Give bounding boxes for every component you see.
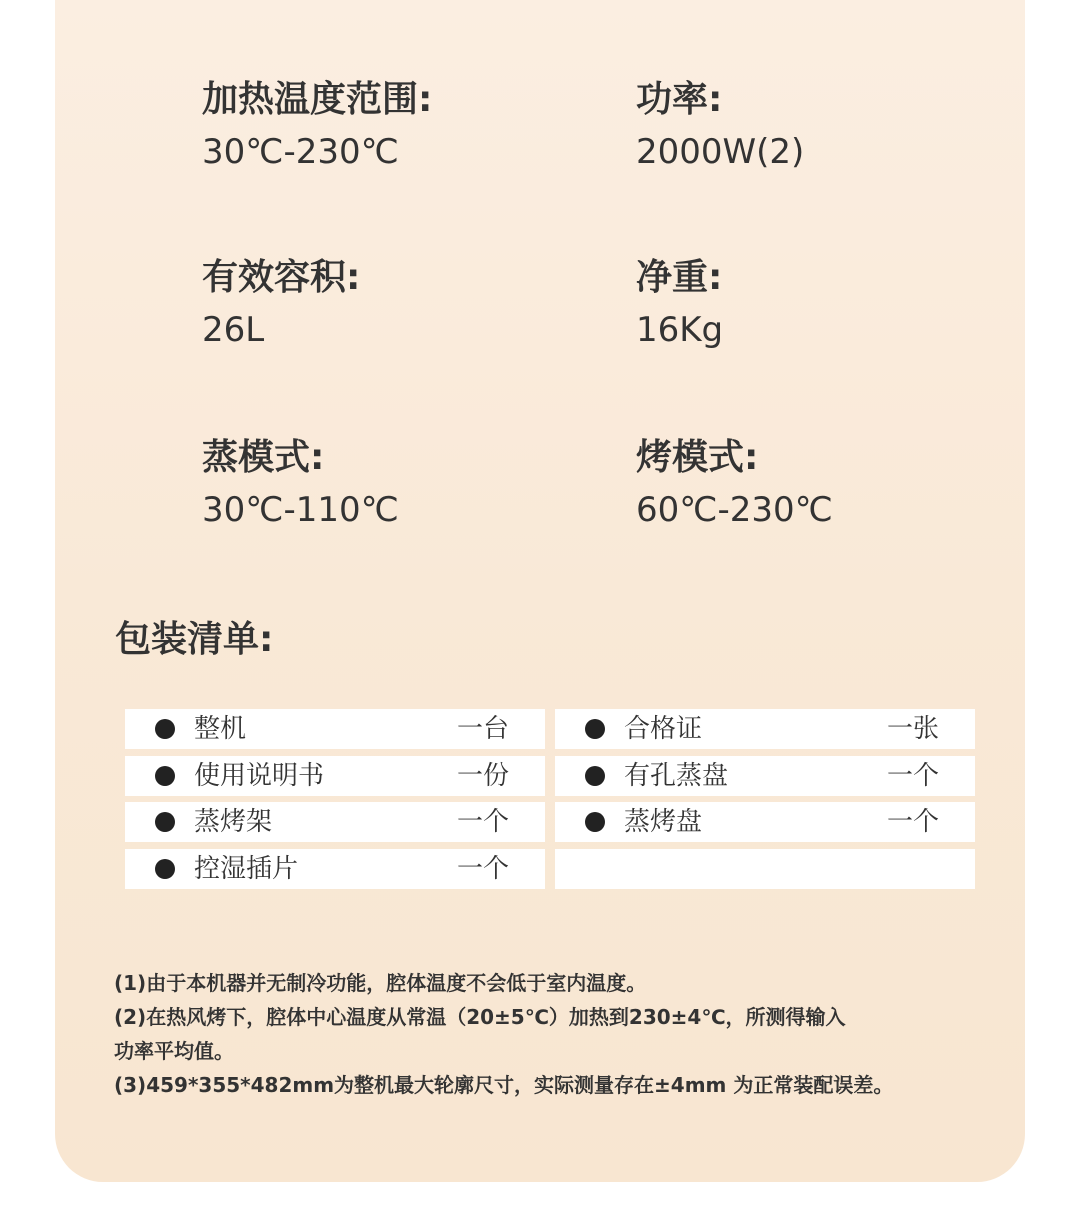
packing-item-qty: 一个 (457, 807, 510, 837)
spec-value: 16Kg (636, 310, 724, 350)
packing-item (555, 802, 975, 842)
spec-label: 烤模式: (636, 437, 759, 478)
spec-steam-mode (202, 436, 399, 532)
packing-item (555, 709, 975, 749)
packing-item-qty: 一个 (887, 807, 940, 837)
spec-value: 2000W(2) (636, 132, 805, 172)
packing-item-name: 使用说明书 (194, 761, 325, 791)
packing-item-qty: 一个 (887, 761, 940, 791)
packing-item (125, 756, 545, 796)
packing-item-name: 合格证 (624, 714, 703, 744)
spec-label: 净重: (636, 257, 723, 298)
bullet-icon (585, 812, 605, 832)
spec-value: 30℃-230℃ (202, 132, 399, 172)
spec-power (636, 78, 804, 174)
spec-net-weight (636, 256, 723, 352)
bullet-icon (155, 859, 175, 879)
packing-list-title: 包装清单: (115, 619, 274, 660)
packing-item (555, 756, 975, 796)
packing-item-qty: 一份 (457, 761, 510, 791)
spec-value: 30℃-110℃ (202, 490, 399, 530)
bullet-icon (585, 719, 605, 739)
packing-item-empty (555, 849, 975, 889)
bullet-icon (155, 812, 175, 832)
packing-item-name: 整机 (194, 714, 247, 744)
bullet-icon (585, 766, 605, 786)
footnote: (1)由于本机器并无制冷功能，腔体温度不会低于室内温度。 (114, 971, 647, 995)
packing-item (125, 709, 545, 749)
packing-item-name: 蒸烤架 (194, 807, 273, 837)
spec-heating-range (202, 78, 432, 174)
packing-item (125, 802, 545, 842)
packing-item-name: 蒸烤盘 (624, 807, 703, 837)
footnotes (114, 966, 994, 1102)
spec-value: 26L (202, 310, 265, 350)
packing-item-qty: 一个 (457, 854, 510, 884)
spec-label: 功率: (636, 79, 723, 120)
spec-capacity (202, 256, 360, 352)
footnote: (2)在热风烤下，腔体中心温度从常温（20±5℃）加热到230±4℃，所测得输入 (114, 1005, 846, 1029)
footnote: 功率平均值。 (114, 1039, 234, 1063)
packing-item (125, 849, 545, 889)
bullet-icon (155, 766, 175, 786)
spec-bake-mode (636, 436, 833, 532)
bullet-icon (155, 719, 175, 739)
packing-item-qty: 一张 (887, 714, 940, 744)
packing-item-name: 有孔蒸盘 (624, 761, 729, 791)
packing-item-qty: 一台 (457, 714, 510, 744)
footnote: (3)459*355*482mm为整机最大轮廓尺寸，实际测量存在±4mm 为正常装配误差。 (114, 1073, 894, 1097)
packing-item-name: 控湿插片 (194, 854, 299, 884)
spec-label: 加热温度范围: (202, 79, 433, 120)
spec-label: 有效容积: (202, 257, 361, 298)
spec-value: 60℃-230℃ (636, 490, 833, 530)
spec-label: 蒸模式: (202, 437, 325, 478)
